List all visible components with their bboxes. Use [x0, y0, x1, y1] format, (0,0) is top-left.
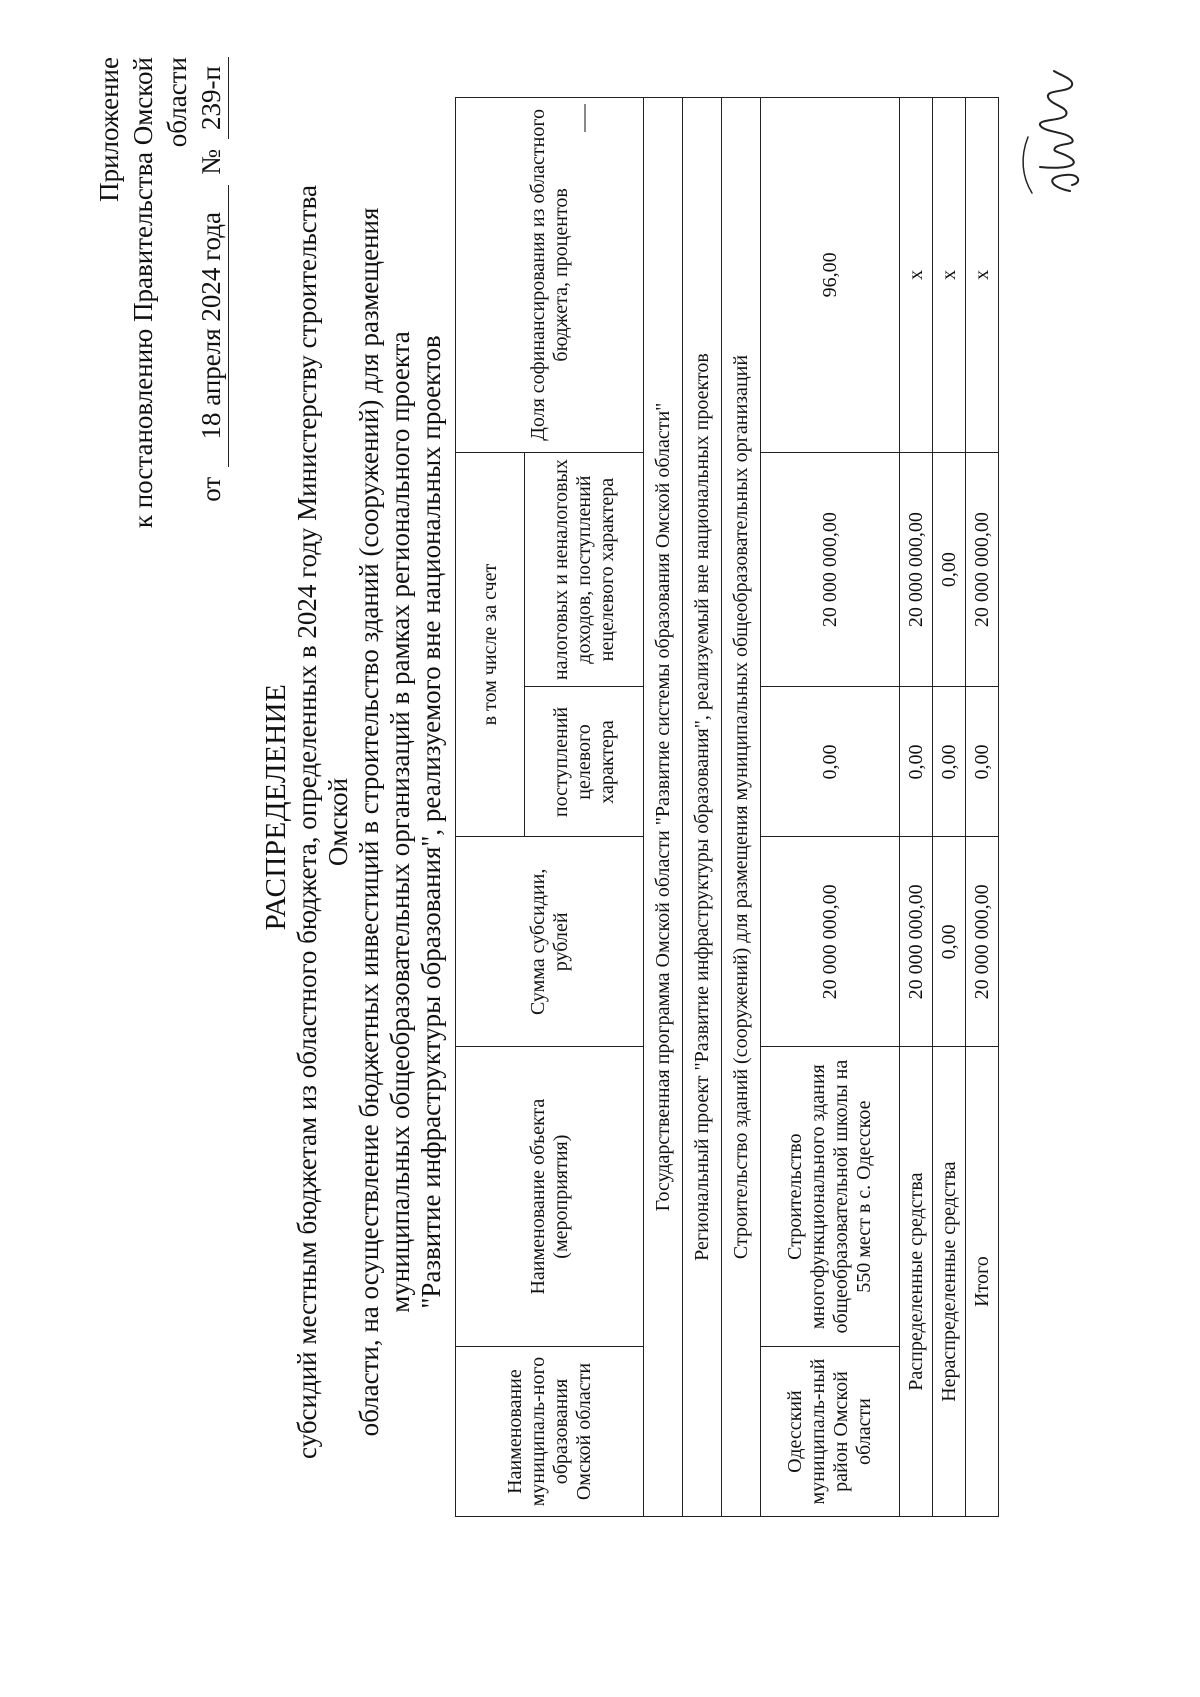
appendix-block	[92, 57, 229, 597]
distribution-table	[455, 97, 999, 1517]
row-targeted: 0,00	[761, 687, 900, 837]
summary-targeted: 0,00	[966, 687, 999, 837]
summary-subsidy: 0,00	[933, 837, 966, 1047]
document-title: РАСПРЕДЕЛЕНИЕ	[260, 683, 292, 931]
handwritten-signature	[1010, 67, 1100, 197]
program-row	[644, 98, 683, 1517]
summary-row-distributed	[900, 98, 933, 1517]
document-subtitle	[292, 177, 447, 1467]
row-share: 96,00	[761, 98, 900, 453]
from-label: от	[196, 476, 226, 502]
header-subsidy: Сумма субсидии, рублей	[456, 837, 644, 1047]
summary-subsidy: 20 000 000,00	[900, 837, 933, 1047]
program-name: Государственная программа Омской области "Развитие системы образования Омской области"	[644, 98, 683, 1517]
subtitle-line: области, на осуществление бюджетных инвестиций в строительство зданий (сооружений) для размещения	[354, 207, 384, 1437]
summary-label: Нераспределенные средства	[933, 1047, 966, 1517]
row-tax: 20 000 000,00	[761, 452, 900, 687]
header-targeted: поступлений целевого характера	[525, 687, 644, 837]
subtitle-line: муниципальных общеобразовательных организаций в рамках регионального проекта	[385, 331, 415, 1313]
appendix-decree-line: к постановлению Правительства Омской области	[128, 57, 192, 529]
header-share: Доля софинансирования из областного бюджета, процентов	[456, 98, 644, 453]
summary-label: Итого	[966, 1047, 999, 1517]
row-subsidy: 20 000 000,00	[761, 837, 900, 1047]
appendix-date-line	[194, 57, 229, 597]
summary-targeted: 0,00	[900, 687, 933, 837]
activity-row	[722, 98, 761, 1517]
summary-share: x	[933, 98, 966, 453]
appendix-title: Приложение	[94, 57, 124, 202]
header-row	[456, 98, 525, 1517]
project-row	[683, 98, 722, 1517]
summary-tax: 20 000 000,00	[966, 452, 999, 687]
activity-name: Строительство зданий (сооружений) для размещения муниципальных общеобразовательных организаций	[722, 98, 761, 1517]
number-label: №	[196, 149, 226, 175]
row-object: Строительство многофункционального здания общеобразовательной школы на 550 мест в с. Одесское	[761, 1047, 900, 1347]
header-tax: налоговых и неналоговых доходов, поступлений нецелевого характера	[525, 452, 644, 687]
summary-share: x	[966, 98, 999, 453]
table-row	[761, 98, 900, 1517]
summary-share: x	[900, 98, 933, 453]
decree-date: 18 апреля 2024 года	[194, 185, 229, 467]
subtitle-line: "Развитие инфраструктуры образования", реализуемого вне национальных проектов	[416, 335, 446, 1309]
decree-number: 239-п	[194, 57, 229, 139]
summary-targeted: 0,00	[933, 687, 966, 837]
header-object: Наименование объекта (мероприятия)	[456, 1047, 644, 1347]
summary-row-undistributed	[933, 98, 966, 1517]
summary-subsidy: 20 000 000,00	[966, 837, 999, 1047]
row-municipality: Одесский муниципаль-ный район Омской области	[761, 1347, 900, 1517]
header-including: в том числе за счет	[456, 452, 525, 837]
summary-row-total	[966, 98, 999, 1517]
summary-label: Распределенные средства	[900, 1047, 933, 1517]
header-municipality: Наименование муниципаль-ного образования Омской области	[456, 1347, 644, 1517]
subtitle-line: субсидий местным бюджетам из областного бюджета, определенных в 2024 году Министерству строительства Омской	[292, 185, 353, 1459]
summary-tax: 20 000 000,00	[900, 452, 933, 687]
project-name: Региональный проект "Развитие инфраструктуры образования", реализуемый вне национальных проектов	[683, 98, 722, 1517]
summary-tax: 0,00	[933, 452, 966, 687]
